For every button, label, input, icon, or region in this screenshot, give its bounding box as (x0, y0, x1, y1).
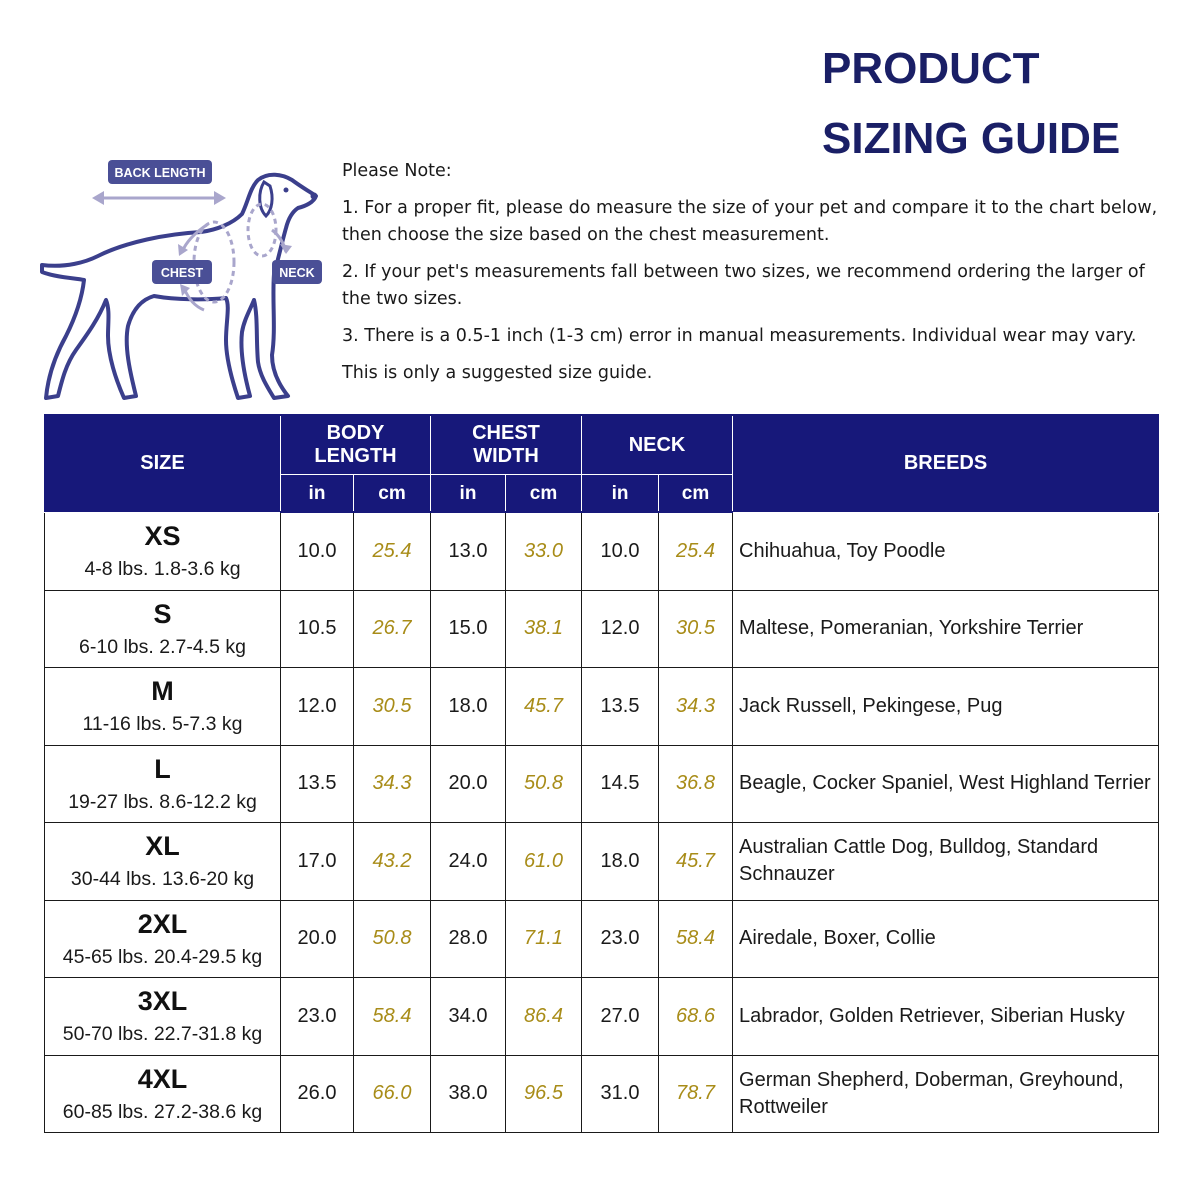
size-cell (45, 900, 281, 978)
chest-width-in: 24.0 (431, 823, 506, 901)
table-row (45, 745, 1159, 823)
header-body-length-line2: LENGTH (314, 445, 397, 467)
weight-label: 45-65 lbs. 20.4-29.5 kg (62, 945, 263, 968)
body-length-cm: 66.0 (354, 1055, 431, 1133)
neck-cm: 78.7 (659, 1055, 733, 1133)
size-label: 4XL (137, 1063, 188, 1094)
neck-in: 12.0 (582, 590, 659, 668)
table-row (45, 590, 1159, 668)
breeds-cell: Beagle, Cocker Spaniel, West Highland Terrier (733, 745, 1159, 823)
neck-label: NECK (279, 266, 315, 280)
dog-outline (42, 175, 316, 398)
neck-cm: 30.5 (659, 590, 733, 668)
chest-width-cm: 96.5 (506, 1055, 582, 1133)
header-body-length-line1: BODY (326, 422, 385, 444)
body-length-in: 17.0 (281, 823, 354, 901)
weight-label: 6-10 lbs. 2.7-4.5 kg (79, 635, 246, 658)
body-length-cm: 25.4 (354, 512, 431, 590)
sizing-note (342, 158, 1177, 397)
size-label: S (153, 598, 172, 629)
neck-in: 14.5 (582, 745, 659, 823)
dog-ear (260, 182, 272, 216)
weight-label: 19-27 lbs. 8.6-12.2 kg (68, 790, 257, 813)
weight-label: 4-8 lbs. 1.8-3.6 kg (84, 557, 241, 580)
breeds-cell: Chihuahua, Toy Poodle (733, 512, 1159, 590)
chest-width-in: 38.0 (431, 1055, 506, 1133)
body-length-in: 20.0 (281, 900, 354, 978)
weight-label: 11-16 lbs. 5-7.3 kg (82, 713, 243, 735)
breeds-cell: Airedale, Boxer, Collie (733, 900, 1159, 978)
size-cell (45, 978, 281, 1056)
title-line-1: PRODUCT (822, 44, 1040, 93)
neck-in: 13.5 (582, 668, 659, 746)
chest-width-cm: 45.7 (506, 668, 582, 746)
weight-label: 50-70 lbs. 22.7-31.8 kg (62, 1023, 263, 1045)
header-chest-in: in (431, 475, 506, 513)
body-length-in: 10.0 (281, 512, 354, 590)
neck-cm: 45.7 (659, 823, 733, 901)
body-length-in: 12.0 (281, 668, 354, 746)
neck-cm: 34.3 (659, 668, 733, 746)
breeds-cell: German Shepherd, Doberman, Greyhound, Rottweiler (733, 1055, 1159, 1133)
neck-cm: 58.4 (659, 900, 733, 978)
body-length-cm: 26.7 (354, 590, 431, 668)
neck-cm: 25.4 (659, 512, 733, 590)
chest-width-cm: 71.1 (506, 900, 582, 978)
chest-width-in: 28.0 (431, 900, 506, 978)
note-point-2: 2. If your pet's measurements fall between two sizes, we recommend ordering the larger of the two sizes. (342, 262, 1145, 309)
table-row (45, 512, 1159, 590)
note-point-1: 1. For a proper fit, please do measure the size of your pet and compare it to the chart below, then choose the size based on the chest measurement. (342, 198, 1158, 245)
header-chest-width-line1: CHEST (472, 422, 540, 444)
header-chest-width-line2: WIDTH (473, 445, 539, 467)
chest-width-in: 13.0 (431, 512, 506, 590)
body-length-cm: 50.8 (354, 900, 431, 978)
header-size: SIZE (45, 415, 281, 512)
body-length-cm: 30.5 (354, 668, 431, 746)
header-neck-cm: cm (659, 475, 733, 513)
back-length-arrow-right-head (214, 191, 226, 205)
chest-width-cm: 38.1 (506, 590, 582, 668)
chest-width-in: 18.0 (431, 668, 506, 746)
header-breeds: BREEDS (733, 415, 1159, 512)
chest-width-cm: 50.8 (506, 745, 582, 823)
dog-nose (311, 193, 318, 200)
breeds-cell: Maltese, Pomeranian, Yorkshire Terrier (733, 590, 1159, 668)
weight-label: 60-85 lbs. 27.2-38.6 kg (62, 1100, 263, 1123)
size-label: XS (144, 520, 181, 551)
note-heading: Please Note: (342, 161, 452, 181)
dog-measurement-diagram (36, 150, 336, 410)
chest-label: CHEST (160, 266, 204, 280)
header-neck-in: in (582, 475, 659, 513)
chest-width-cm: 61.0 (506, 823, 582, 901)
breeds-cell: Jack Russell, Pekingese, Pug (733, 668, 1159, 746)
neck-in: 10.0 (582, 512, 659, 590)
size-chart-table (44, 414, 1159, 1133)
neck-in: 18.0 (582, 823, 659, 901)
neck-in: 23.0 (582, 900, 659, 978)
header-body-length (281, 415, 431, 475)
table-row (45, 823, 1159, 901)
table-row (45, 900, 1159, 978)
size-cell (45, 512, 281, 590)
neck-cm: 68.6 (659, 978, 733, 1056)
header-body-in: in (281, 475, 354, 513)
note-point-3: 3. There is a 0.5-1 inch (1-3 cm) error in manual measurements. Individual wear may vary. (342, 326, 1137, 346)
chest-width-in: 15.0 (431, 590, 506, 668)
table-row (45, 668, 1159, 746)
size-label: L (154, 753, 171, 784)
size-label: XL (145, 831, 180, 861)
page-title (822, 34, 1192, 174)
body-length-cm: 34.3 (354, 745, 431, 823)
back-length-arrow-left-head (92, 191, 104, 205)
body-length-cm: 43.2 (354, 823, 431, 901)
chest-width-cm: 33.0 (506, 512, 582, 590)
chest-width-in: 34.0 (431, 978, 506, 1056)
body-length-cm: 58.4 (354, 978, 431, 1056)
breeds-cell: Australian Cattle Dog, Bulldog, Standard Schnauzer (733, 823, 1159, 901)
note-footer: This is only a suggested size guide. (342, 363, 653, 383)
header-body-cm: cm (354, 475, 431, 513)
back-length-label: BACK LENGTH (114, 166, 206, 180)
table-row (45, 1055, 1159, 1133)
body-length-in: 13.5 (281, 745, 354, 823)
dog-eye (284, 188, 289, 193)
chest-width-cm: 86.4 (506, 978, 582, 1056)
size-label: 2XL (137, 908, 188, 939)
size-cell (45, 590, 281, 668)
header-neck: NECK (582, 415, 733, 475)
breeds-cell: Labrador, Golden Retriever, Siberian Husky (733, 978, 1159, 1056)
body-length-in: 10.5 (281, 590, 354, 668)
size-cell (45, 745, 281, 823)
header-chest-cm: cm (506, 475, 582, 513)
neck-cm: 36.8 (659, 745, 733, 823)
weight-label: 30-44 lbs. 13.6-20 kg (70, 868, 255, 890)
size-label: 3XL (137, 986, 188, 1016)
size-label: M (151, 676, 174, 706)
size-cell (45, 1055, 281, 1133)
header-chest-width (431, 415, 582, 475)
body-length-in: 23.0 (281, 978, 354, 1056)
body-length-in: 26.0 (281, 1055, 354, 1133)
size-cell (45, 668, 281, 746)
neck-in: 27.0 (582, 978, 659, 1056)
title-line-2: SIZING GUIDE (822, 114, 1121, 163)
size-cell (45, 823, 281, 901)
table-row (45, 978, 1159, 1056)
neck-in: 31.0 (582, 1055, 659, 1133)
chest-width-in: 20.0 (431, 745, 506, 823)
